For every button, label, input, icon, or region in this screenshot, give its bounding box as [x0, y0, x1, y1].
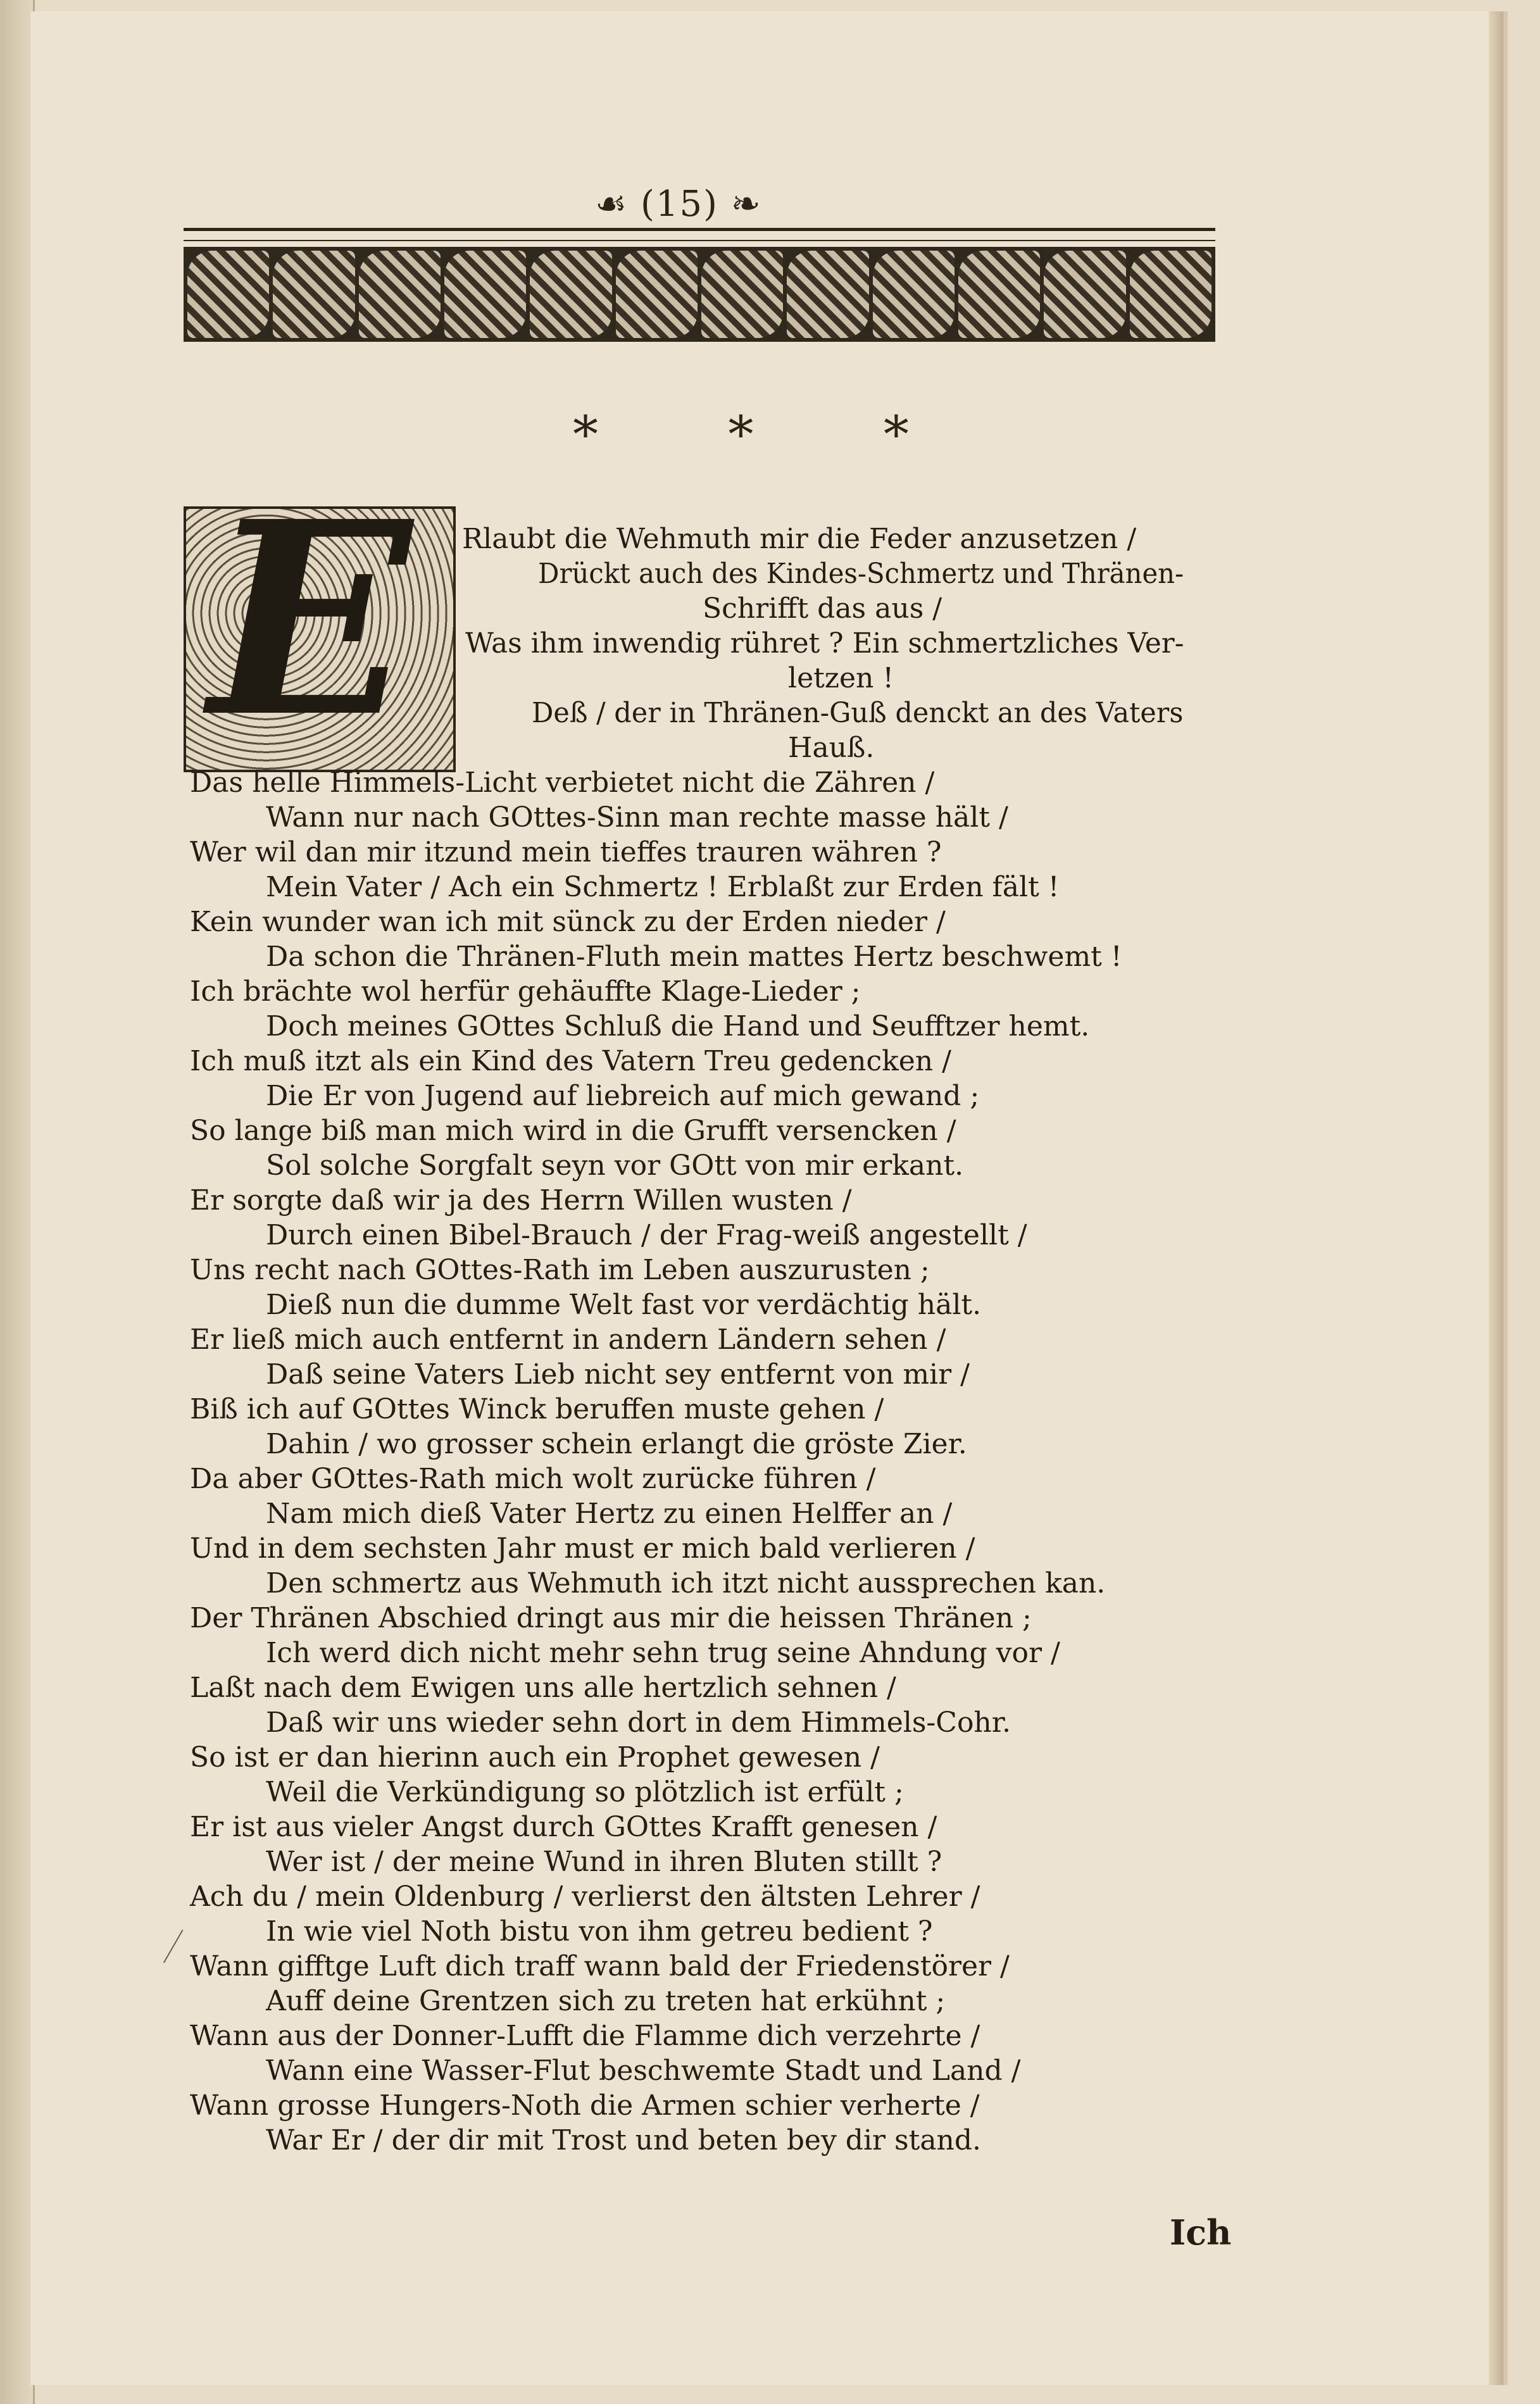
ornament-cell — [359, 251, 441, 338]
poem-line: Sol solche Sorgfalt seyn vor GOtt von mir erkant. — [266, 1149, 964, 1182]
poem-line: Mein Vater / Ach ein Schmertz ! Erblaßt zur Erden fält ! — [266, 871, 1060, 903]
poem-line: Durch einen Bibel-Brauch / der Frag-weiß angestellt / — [266, 1219, 1027, 1251]
poem-line: Daß seine Vaters Lieb nicht sey entfernt von mir / — [266, 1358, 970, 1391]
poem-line: Ich brächte wol herfür gehäuffte Klage-Lieder ; — [190, 975, 861, 1008]
ornament-cell — [444, 251, 526, 338]
page-header: ☙ (15) ❧ — [595, 184, 762, 225]
asterism: * * * — [573, 405, 966, 464]
left-page-edge — [0, 0, 35, 2404]
poem-line: Dahin / wo grosser schein erlangt die gröste Zier. — [266, 1428, 967, 1460]
poem-line: Laßt nach dem Ewigen uns alle hertzlich sehnen / — [190, 1672, 896, 1704]
ornament-cell — [616, 251, 698, 338]
poem-line: Da aber GOttes-Rath mich wolt zurücke führen / — [190, 1463, 876, 1495]
poem-line: War Er / der dir mit Trost und beten bey dir stand. — [266, 2124, 982, 2157]
ornament-cell — [530, 251, 611, 338]
poem-line: Da schon die Thränen-Fluth mein mattes Hertz beschwemt ! — [266, 941, 1122, 973]
poem-line: Ich muß itzt als ein Kind des Vatern Treu gedencken / — [190, 1045, 951, 1077]
decorated-initial-letter: E — [209, 464, 412, 776]
ornamental-band — [184, 247, 1215, 342]
poem-line: Das helle Himmels-Licht verbietet nicht die Zähren / — [190, 767, 935, 799]
poem-line: Nam mich dieß Vater Hertz zu einen Helffer an / — [266, 1498, 953, 1530]
poem-line: Daß wir uns wieder sehn dort in dem Himmels-Cohr. — [266, 1706, 1011, 1739]
poem-line: Uns recht nach GOttes-Rath im Leben auszurusten ; — [190, 1254, 930, 1286]
poem-line: So ist er dan hierinn auch ein Prophet gewesen / — [190, 1741, 880, 1774]
poem-line: Ich werd dich nicht mehr sehn trug seine Ahndung vor / — [266, 1637, 1060, 1669]
poem-line: Wann eine Wasser-Flut beschwemte Stadt und Land / — [266, 2055, 1021, 2087]
right-page-edge — [1489, 11, 1503, 2385]
poem-line: Rlaubt die Wehmuth mir die Feder anzusetzen / — [462, 523, 1137, 555]
poem-line: Wer wil dan mir itzund mein tieffes trauren währen ? — [190, 836, 942, 868]
poem-line: Weil die Verkündigung so plötzlich ist erfült ; — [266, 1776, 904, 1808]
ornament-cell — [273, 251, 354, 338]
ornament-cell — [701, 251, 783, 338]
catchword: Ich — [1170, 2212, 1232, 2253]
poem-line: Kein wunder wan ich mit sünck zu der Erden nieder / — [190, 906, 946, 938]
ornament-cell — [958, 251, 1040, 338]
poem-line: Doch meines GOttes Schluß die Hand und Seufftzer hemt. — [266, 1010, 1090, 1042]
poem-line: Wann grosse Hungers-Noth die Armen schier verherte / — [190, 2089, 980, 2122]
poem-line: Biß ich auf GOttes Winck beruffen muste gehen / — [190, 1393, 884, 1425]
ornament-cell — [873, 251, 955, 338]
poem-line: letzen ! — [788, 662, 894, 694]
ornament-cell — [1130, 251, 1211, 338]
poem-line: Schrifft das aus / — [703, 592, 942, 625]
poem-line: Er sorgte daß wir ja des Herrn Willen wusten / — [190, 1184, 852, 1217]
poem-line: Den schmertz aus Wehmuth ich itzt nicht aussprechen kan. — [266, 1567, 1106, 1600]
poem-line: Deß / der in Thränen-Guß denckt an des Vaters — [532, 697, 1184, 729]
poem-line: So lange biß man mich wird in die Grufft versencken / — [190, 1115, 956, 1147]
poem-line: Und in dem sechsten Jahr must er mich bald verlieren / — [190, 1532, 975, 1565]
poem-line: Wann aus der Donner-Lufft die Flamme dich verzehrte / — [190, 2020, 980, 2052]
ornament-cell — [1044, 251, 1125, 338]
poem-line: In wie viel Noth bistu von ihm getreu bedient ? — [266, 1915, 933, 1948]
poem-line: Er ließ mich auch entfernt in andern Ländern sehen / — [190, 1324, 946, 1356]
poem-line: Die Er von Jugend auf liebreich auf mich gewand ; — [266, 1080, 980, 1112]
poem-line: Der Thränen Abschied dringt aus mir die heissen Thränen ; — [190, 1602, 1032, 1634]
ornament-cell — [787, 251, 868, 338]
poem-line: Er ist aus vieler Angst durch GOttes Krafft genesen / — [190, 1811, 937, 1843]
poem-line: Wer ist / der meine Wund in ihren Bluten stillt ? — [266, 1846, 942, 1878]
poem-line: Ach du / mein Oldenburg / verlierst den ältsten Lehrer / — [190, 1881, 980, 1913]
poem-line: Wann gifftge Luft dich traff wann bald der Friedenstörer / — [190, 1950, 1010, 1982]
poem-line: Was ihm inwendig rühret ? Ein schmertzliches Ver- — [465, 627, 1184, 660]
poem-line: Auff deine Grentzen sich zu treten hat erkühnt ; — [266, 1985, 946, 2017]
poem-line: Hauß. — [788, 732, 875, 764]
poem-line: Drückt auch des Kindes-Schmertz und Thränen- — [538, 558, 1184, 590]
ornament-cell — [187, 251, 269, 338]
header-rule — [184, 228, 1215, 241]
poem-line: Wann nur nach GOttes-Sinn man rechte masse hält / — [266, 801, 1008, 834]
poem-line: Dieß nun die dumme Welt fast vor verdächtig hält. — [266, 1289, 982, 1321]
